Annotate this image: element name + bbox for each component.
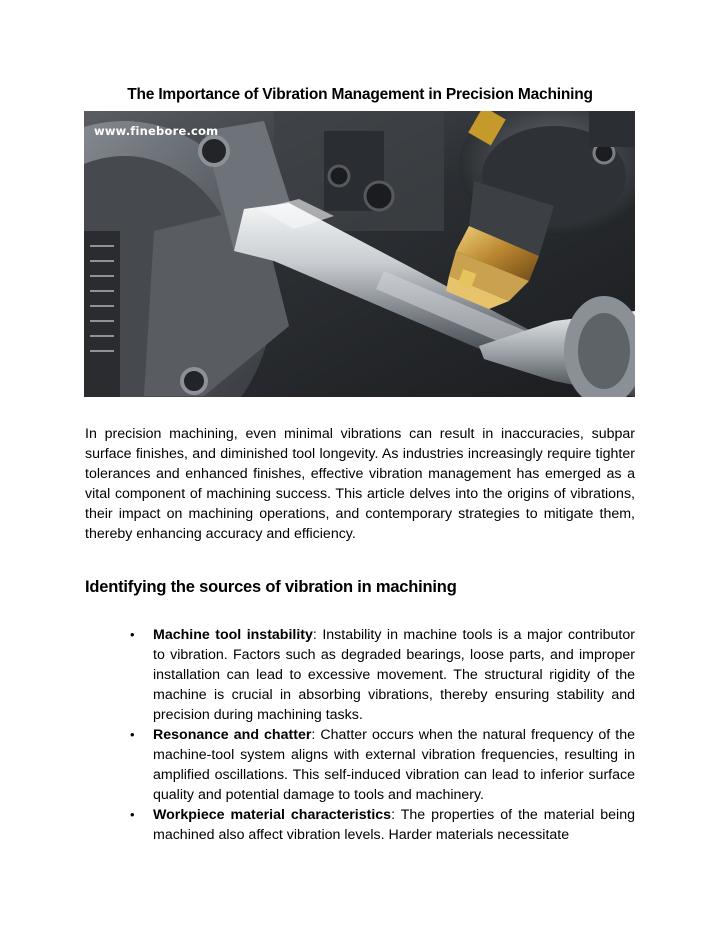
list-item-text: : Chatter occurs when the natural frequency of the machine-tool system aligns with external vibration frequencies, resulting in amplified oscillations. This self-induced vibration can lead to inferior surface quality and potential damage to tools and machinery. xyxy=(153,727,635,803)
list-item-text: : Instability in machine tools is a major contributor to vibration. Factors such as degraded bearings, loose parts, and improper installation can lead to excessive movement. The structural rigidity of the machine is crucial in absorbing vibrations, thereby ensuring stability and precision during machining tasks. xyxy=(153,627,635,723)
bullet-icon: • xyxy=(130,807,135,822)
watermark: www.finebore.com xyxy=(94,124,219,138)
sources-list xyxy=(130,625,635,845)
list-item-term: Resonance and chatter xyxy=(153,727,312,743)
list-item xyxy=(130,805,635,845)
list-item-text: : The properties of the material being machined also affect vibration levels. Harder materials necessitate xyxy=(153,807,635,843)
list-item xyxy=(130,625,635,725)
document-title: The Importance of Vibration Management in Precision Machining xyxy=(127,86,593,103)
machining-photo xyxy=(84,111,635,397)
list-item-term: Workpiece material characteristics xyxy=(153,807,392,823)
bullet-icon: • xyxy=(130,627,135,642)
bullet-icon: • xyxy=(130,727,135,742)
intro-paragraph: In precision machining, even minimal vibrations can result in inaccuracies, subpar surface finishes, and diminished tool longevity. As industries increasingly require tighter tolerances and enhanced finishes, effective vibration management has emerged as a vital component of machining success. This article delves into the origins of vibrations, their impact on machining operations, and contemporary strategies to mitigate them, thereby enhancing accuracy and efficiency. xyxy=(85,426,635,542)
section-heading: Identifying the sources of vibration in machining xyxy=(85,578,457,596)
list-item xyxy=(130,725,635,805)
list-item-term: Machine tool instability xyxy=(153,627,313,643)
lathe-illustration xyxy=(84,111,635,397)
